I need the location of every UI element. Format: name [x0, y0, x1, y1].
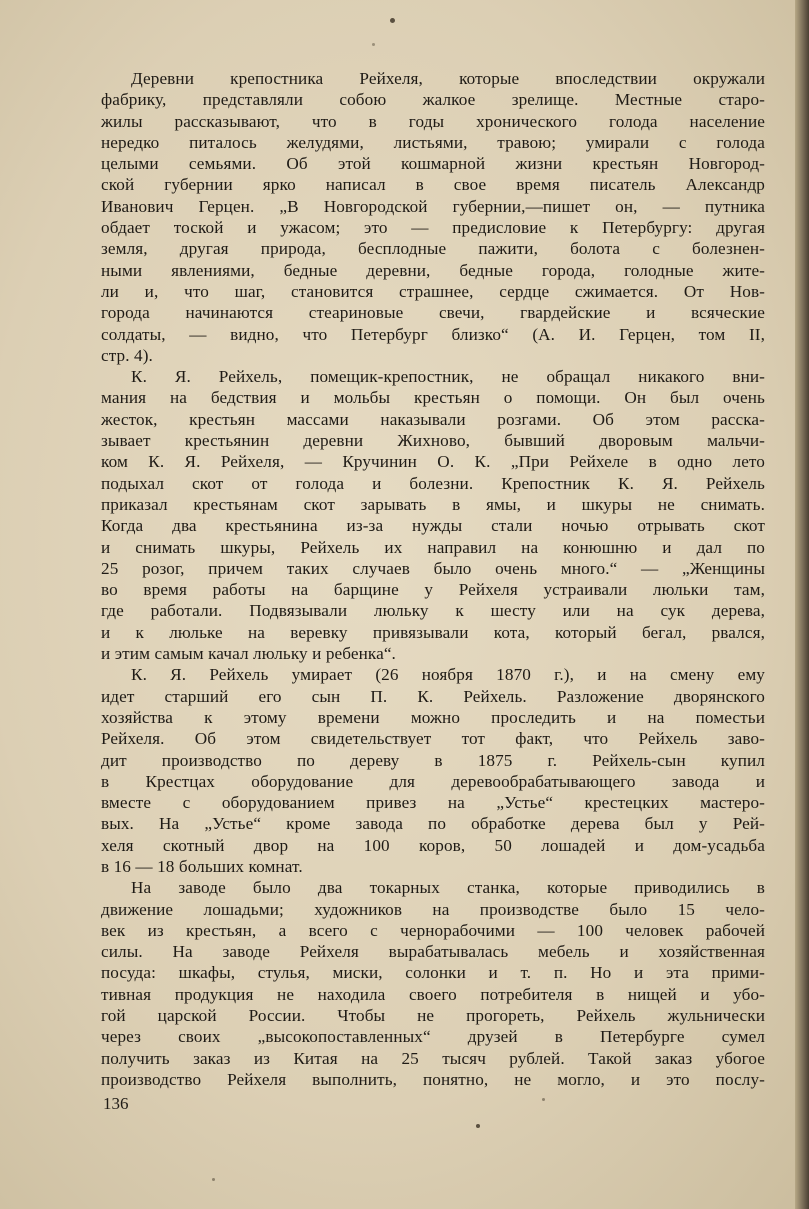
text-line: хозяйства к этому времени можно проследить и на поместьи	[101, 707, 765, 727]
text-line: Когда два крестьянина из-за нужды стали ночью отрывать скот	[101, 516, 765, 536]
text-line: получить заказ из Китая на 25 тысяч рублей. Такой заказ убогое	[101, 1048, 765, 1068]
print-speck	[212, 1178, 215, 1181]
text-line: гой царской России. Чтобы не прогореть, Рейхель жульнически	[101, 1006, 765, 1026]
text-line: фабрику, представляли собою жалкое зрелище. Местные старо-	[101, 90, 765, 110]
text-line: Деревни крепостника Рейхеля, которые впоследствии окружали	[131, 69, 765, 88]
text-line: в 16 — 18 больших комнат.	[101, 856, 303, 876]
text-line: К. Я. Рейхель умирает (26 ноября 1870 г.), и на смену ему	[131, 665, 765, 685]
text-line: города начинаются стеариновые свечи, гвардейские и всяческие	[101, 303, 765, 323]
text-line: силы. На заводе Рейхеля вырабатывалась мебель и хозяйственная	[101, 942, 765, 962]
text-line: во время работы на барщине у Рейхеля устраивали люльки там,	[101, 580, 765, 600]
text-line: через своих „высокопоставленных“ друзей в Петербурге сумел	[101, 1027, 765, 1047]
page-edge-shadow	[795, 0, 809, 1209]
print-speck	[372, 43, 375, 46]
text-line: и снимать шкуры, Рейхель их направил на конюшню и дал по	[101, 537, 765, 557]
body-text	[101, 68, 765, 1090]
page-number: 136	[103, 1094, 129, 1113]
text-line: дит производство по дереву в 1875 г. Рейхель-сын купил	[101, 750, 765, 770]
text-line: хеля скотный двор на 100 коров, 50 лошадей и дом-усадьба	[101, 835, 765, 855]
text-line: На заводе было два токарных станка, которые приводились в	[131, 878, 765, 898]
text-line: век из крестьян, а всего с чернорабочими — 100 человек рабочей	[101, 920, 765, 940]
text-line: ли и, что шаг, становится страшнее, сердце сжимается. От Нов-	[101, 281, 765, 301]
text-line: земля, другая природа, бесплодные пажити, болота с болезнен-	[101, 239, 765, 259]
text-line: нередко питалось желудями, листьями, травою; умирали с голода	[101, 132, 765, 152]
text-line: ской губернии ярко написал в свое время писатель Александр	[101, 175, 765, 195]
text-line: Рейхеля. Об этом свидетельствует тот факт, что Рейхель заво-	[101, 729, 765, 749]
text-line: зывает крестьянин деревни Жихново, бывший дворовым мальчи-	[101, 431, 765, 451]
text-line: подыхал скот от голода и болезни. Крепостник К. Я. Рейхель	[101, 473, 765, 493]
text-line: посуда: шкафы, стулья, миски, солонки и т. п. Но и эта прими-	[101, 963, 765, 983]
text-line: тивная продукция не находила своего потребителя в нищей и убо-	[101, 984, 765, 1004]
text-line: мания на бедствия и мольбы крестьян о помощи. Он был очень	[101, 388, 765, 408]
text-line: Иванович Герцен. „В Новгородской губернии,—пишет он, — путника	[101, 196, 765, 216]
text-line: где работали. Подвязывали люльку к шесту или на сук дерева,	[101, 601, 765, 621]
text-line: движение лошадьми; художников на производстве было 15 чело-	[101, 899, 765, 919]
text-line: целыми семьями. Об этой кошмарной жизни крестьян Новгород-	[101, 154, 765, 174]
text-line: 25 розог, причем таких случаев было очень много.“ — „Женщины	[101, 558, 765, 578]
text-line: производство Рейхеля выполнить, понятно, не могло, и это послу-	[101, 1069, 765, 1089]
text-line: солдаты, — видно, что Петербург близко“ (А. И. Герцен, том II,	[101, 324, 765, 344]
text-line: ком К. Я. Рейхеля, — Кручинин О. К. „При Рейхеле в одно лето	[101, 452, 765, 472]
text-line: К. Я. Рейхель, помещик-крепостник, не обращал никакого вни-	[131, 367, 765, 387]
print-speck	[476, 1124, 480, 1128]
text-line: жесток, крестьян массами наказывали розгами. Об этом расска-	[101, 409, 765, 429]
text-line: вместе с оборудованием привез на „Устье“ крестецких мастеро-	[101, 793, 765, 813]
text-line: жилы рассказывают, что в годы хронического голода население	[101, 111, 765, 131]
text-line: и этим самым качал люльку и ребенка“.	[101, 644, 396, 664]
text-line: ными явлениями, бедные деревни, бедные города, голодные жите-	[101, 260, 765, 280]
text-line: идет старший его сын П. К. Рейхель. Разложение дворянского	[101, 686, 765, 706]
text-line: в Крестцах оборудование для деревообрабатывающего завода и	[101, 771, 765, 791]
text-line: приказал крестьянам скот зарывать в ямы, и шкуры не снимать.	[101, 494, 765, 514]
text-line: и к люльке на веревку привязывали кота, который бегал, рвался,	[101, 622, 765, 642]
print-speck	[542, 1098, 545, 1101]
text-line: вых. На „Устье“ кроме завода по обработке дерева был у Рей-	[101, 814, 765, 834]
print-speck	[390, 18, 395, 23]
text-line: стр. 4).	[101, 345, 153, 365]
text-line: обдает тоской и ужасом; это — предисловие к Петербургу: другая	[101, 218, 765, 238]
